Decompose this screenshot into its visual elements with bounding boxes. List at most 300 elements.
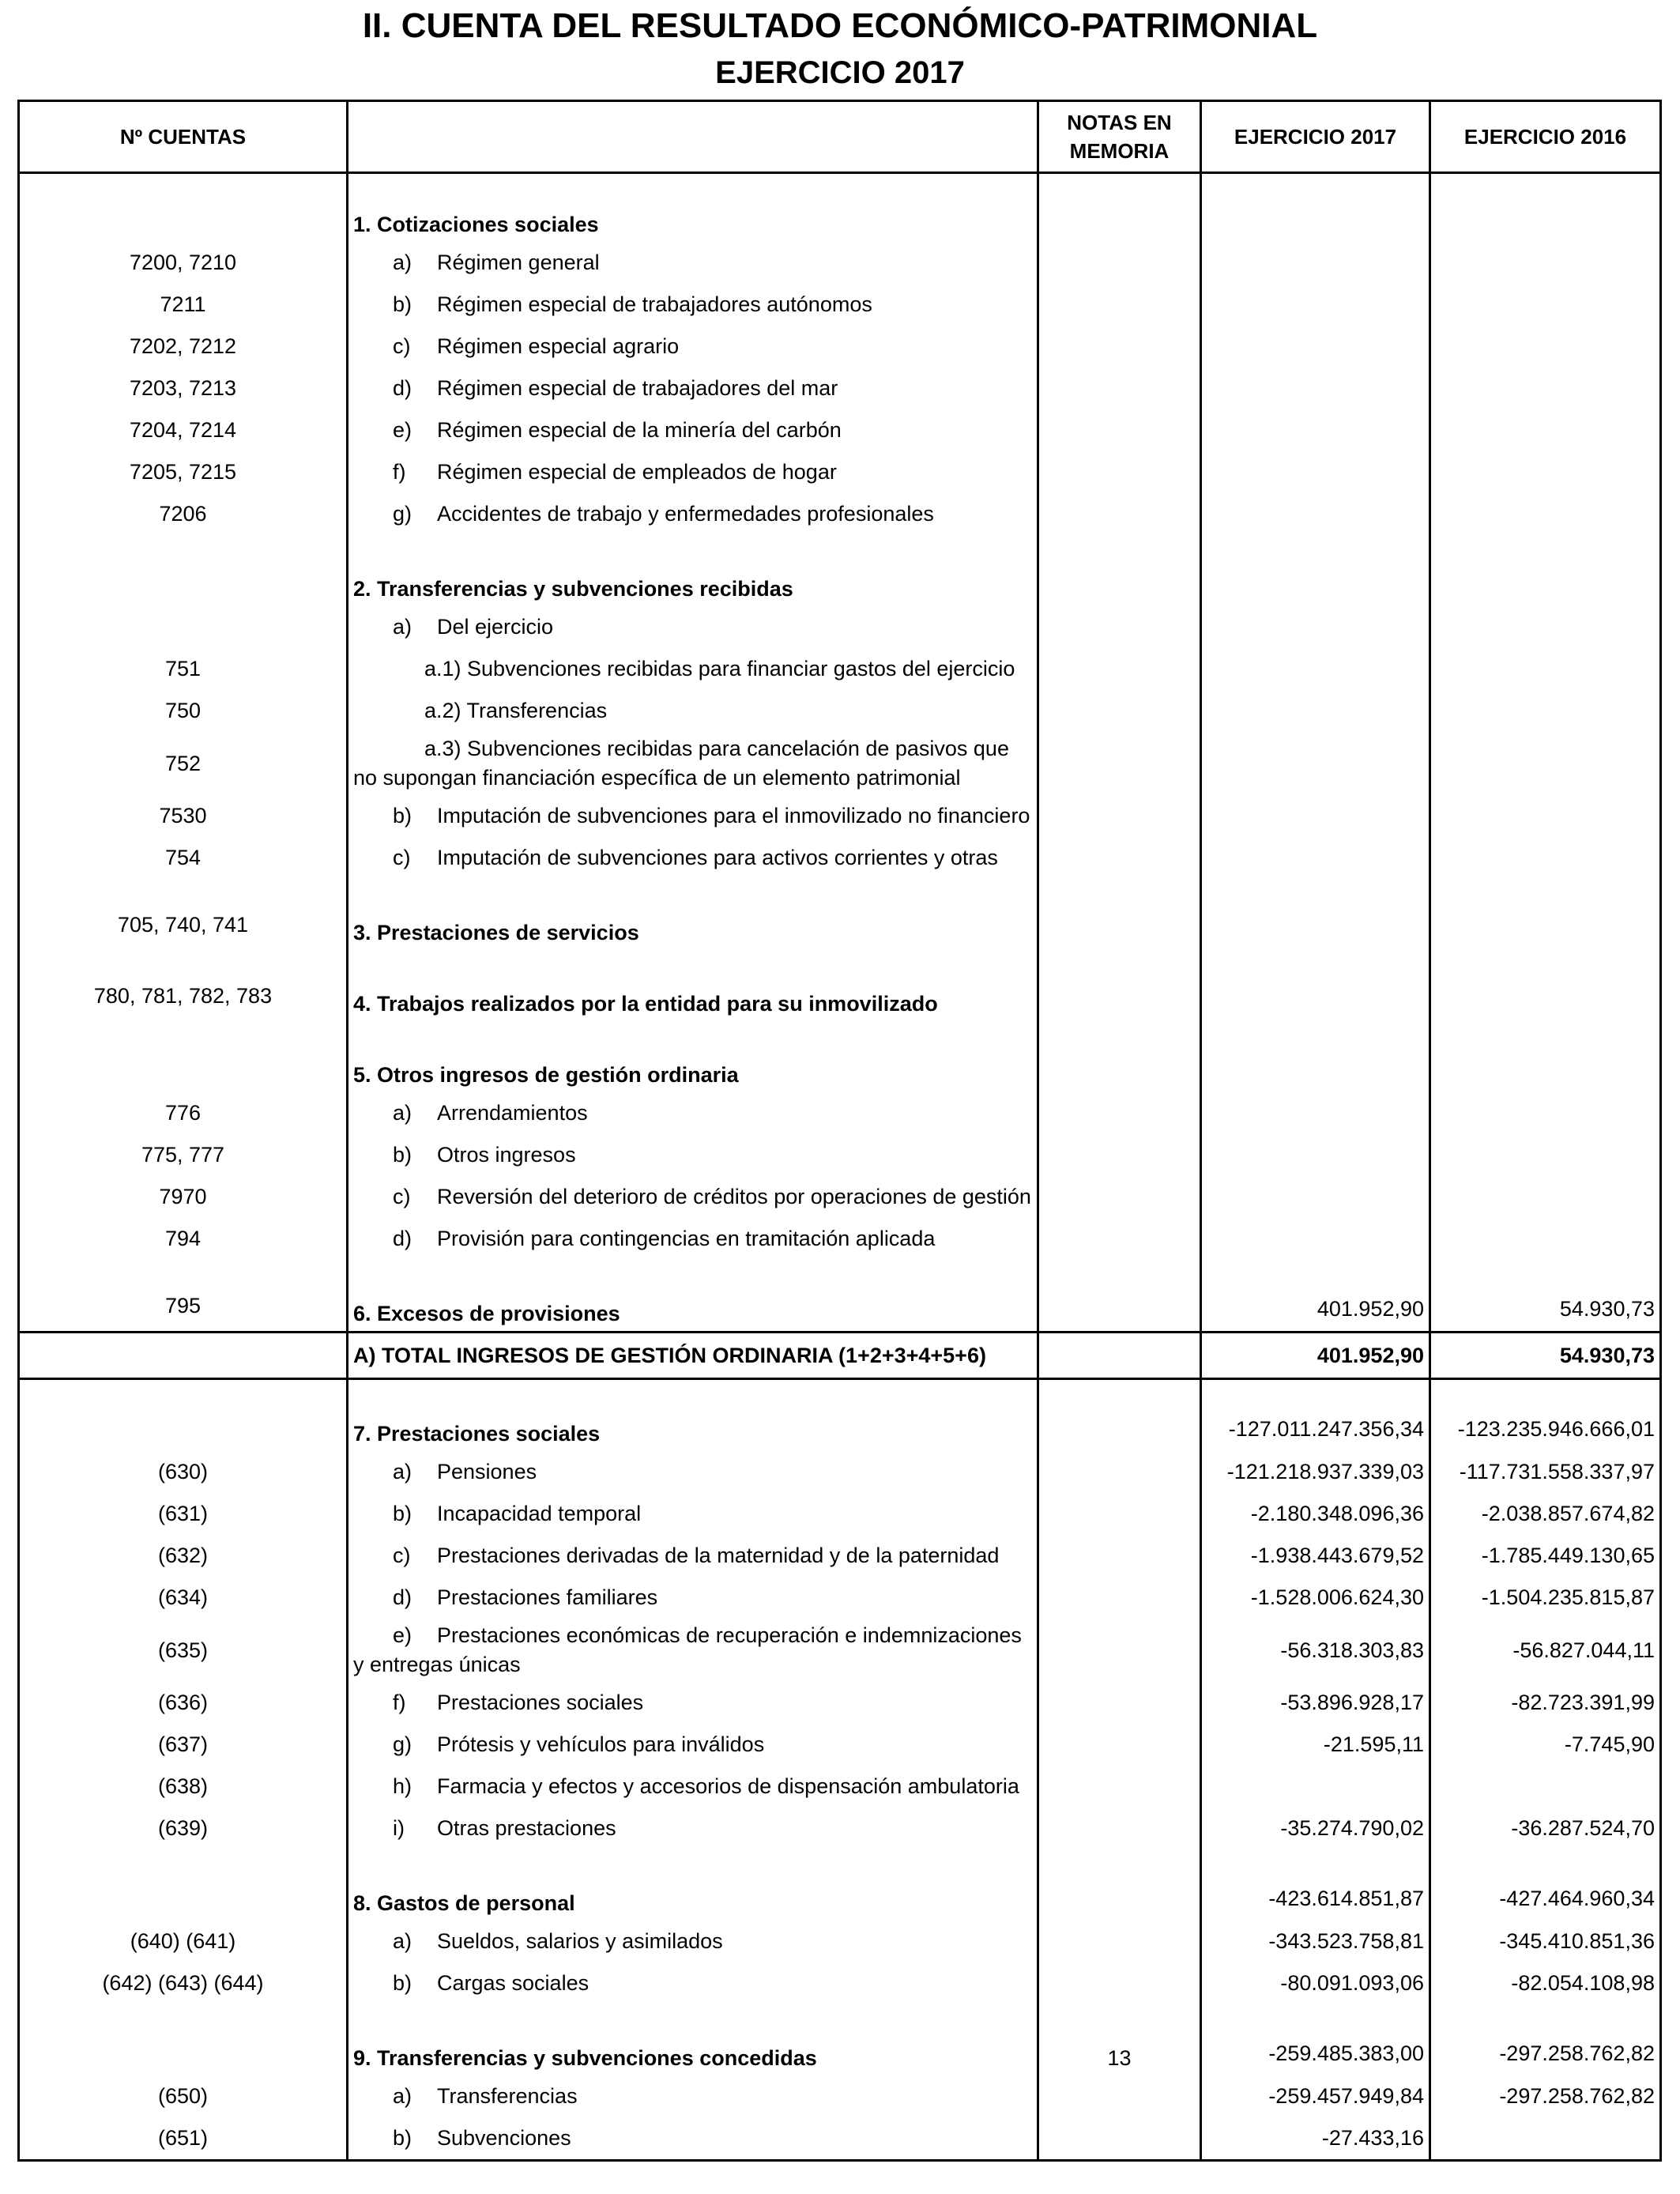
row-description — [348, 1379, 1038, 1452]
row-label: Régimen especial agrario — [437, 334, 680, 358]
amount-2016 — [1430, 326, 1661, 368]
amount-2017: 401.952,90 — [1201, 1260, 1430, 1333]
item-letter: b) — [393, 2126, 412, 2150]
account-codes: (642) (643) (644) — [19, 1962, 348, 2004]
account-codes: 794 — [19, 1218, 348, 1260]
amount-2017 — [1201, 493, 1430, 535]
amount-2017 — [1201, 1134, 1430, 1176]
amount-2016: -2.038.857.674,82 — [1430, 1493, 1661, 1535]
row-label: Provisión para contingencias en tramitación aplicada — [437, 1227, 936, 1250]
amount-2017 — [1201, 950, 1430, 1021]
table-header — [19, 101, 1661, 173]
memo-note — [1038, 837, 1201, 879]
amount-2017 — [1201, 690, 1430, 732]
amount-2016 — [1430, 368, 1661, 409]
account-codes: 7204, 7214 — [19, 409, 348, 451]
account-codes: (650) — [19, 2075, 348, 2117]
memo-note — [1038, 1451, 1201, 1493]
row-label: Imputación de subvenciones para el inmovilizado no financiero — [437, 804, 1030, 827]
amount-2016 — [1430, 950, 1661, 1021]
header-description — [348, 101, 1038, 173]
amount-2017 — [1201, 284, 1430, 326]
account-codes: 7202, 7212 — [19, 326, 348, 368]
item-letter: g) — [393, 1732, 412, 1756]
memo-note — [1038, 1619, 1201, 1682]
table-row — [19, 493, 1661, 535]
row-description — [348, 1021, 1038, 1092]
item-letter: g) — [393, 502, 412, 526]
table-row — [19, 2004, 1661, 2075]
row-label: 2. Transferencias y subvenciones recibidas — [353, 577, 793, 601]
row-label: Transferencias — [437, 2084, 578, 2108]
memo-note — [1038, 1092, 1201, 1134]
amount-2016 — [1430, 1218, 1661, 1260]
row-description — [348, 451, 1038, 493]
row-description — [348, 284, 1038, 326]
item-letter: b) — [393, 804, 412, 827]
row-description — [348, 493, 1038, 535]
row-label: Incapacidad temporal — [437, 1502, 642, 1525]
account-codes: 7970 — [19, 1176, 348, 1218]
amount-2016 — [1430, 409, 1661, 451]
memo-note — [1038, 795, 1201, 837]
amount-2017: 401.952,90 — [1201, 1333, 1430, 1379]
table-row — [19, 1451, 1661, 1493]
account-codes: (636) — [19, 1682, 348, 1724]
item-letter: a) — [393, 251, 412, 274]
row-label: 8. Gastos de personal — [353, 1891, 575, 1915]
table-row — [19, 1021, 1661, 1092]
table-row — [19, 368, 1661, 409]
item-letter: b) — [393, 1143, 412, 1167]
amount-2017: -259.485.383,00 — [1201, 2004, 1430, 2075]
row-label: a.3) Subvenciones recibidas para cancelación de pasivos que — [424, 737, 1009, 760]
amount-2016 — [1430, 1021, 1661, 1092]
account-codes: (639) — [19, 1808, 348, 1849]
row-description — [348, 732, 1038, 795]
account-codes: (631) — [19, 1493, 348, 1535]
table-row — [19, 879, 1661, 950]
memo-note — [1038, 535, 1201, 606]
memo-note — [1038, 879, 1201, 950]
row-description — [348, 1134, 1038, 1176]
amount-2016: -297.258.762,82 — [1430, 2004, 1661, 2075]
amount-2017: -1.528.006.624,30 — [1201, 1577, 1430, 1619]
account-codes: 7203, 7213 — [19, 368, 348, 409]
item-letter: a) — [393, 1460, 412, 1483]
memo-note — [1038, 1808, 1201, 1849]
amount-2016 — [1430, 837, 1661, 879]
memo-note — [1038, 1766, 1201, 1808]
account-codes: 7530 — [19, 795, 348, 837]
table-row — [19, 1333, 1661, 1379]
item-letter: a) — [393, 1101, 412, 1125]
amount-2017 — [1201, 368, 1430, 409]
amount-2017: -1.938.443.679,52 — [1201, 1535, 1430, 1577]
memo-note — [1038, 493, 1201, 535]
row-description — [348, 1724, 1038, 1766]
account-codes — [19, 1379, 348, 1452]
row-label: Prestaciones económicas de recuperación e indemnizaciones — [437, 1623, 1022, 1647]
row-label: Cargas sociales — [437, 1971, 590, 1995]
account-codes — [19, 1849, 348, 1921]
account-codes: 754 — [19, 837, 348, 879]
amount-2016 — [1430, 493, 1661, 535]
table-row — [19, 1619, 1661, 1682]
row-label: Imputación de subvenciones para activos corrientes y otras — [437, 846, 998, 869]
row-label: 3. Prestaciones de servicios — [353, 921, 639, 944]
row-label: 1. Cotizaciones sociales — [353, 213, 599, 236]
row-label: Otros ingresos — [437, 1143, 576, 1167]
memo-note — [1038, 284, 1201, 326]
amount-2016: -82.054.108,98 — [1430, 1962, 1661, 2004]
row-description — [348, 1260, 1038, 1333]
row-description — [348, 173, 1038, 243]
account-codes: 751 — [19, 648, 348, 690]
table-row — [19, 1493, 1661, 1535]
row-description — [348, 242, 1038, 284]
amount-2016: -1.504.235.815,87 — [1430, 1577, 1661, 1619]
row-description — [348, 837, 1038, 879]
table-row — [19, 1808, 1661, 1849]
table-row — [19, 837, 1661, 879]
row-label: A) TOTAL INGRESOS DE GESTIÓN ORDINARIA (1+2+3+4+5+6) — [353, 1343, 986, 1367]
row-label: Prestaciones familiares — [437, 1585, 658, 1609]
account-codes: (632) — [19, 1535, 348, 1577]
row-description — [348, 795, 1038, 837]
item-letter: f) — [393, 460, 406, 484]
memo-note — [1038, 690, 1201, 732]
amount-2017 — [1201, 1766, 1430, 1808]
account-codes: 705, 740, 741 — [19, 879, 348, 950]
account-codes: 7211 — [19, 284, 348, 326]
row-label: Prestaciones derivadas de la maternidad y de la paternidad — [437, 1544, 1000, 1567]
table-row — [19, 1134, 1661, 1176]
row-label: Régimen especial de trabajadores del mar — [437, 376, 838, 400]
memo-note — [1038, 2117, 1201, 2161]
row-description — [348, 648, 1038, 690]
amount-2017 — [1201, 326, 1430, 368]
row-label: Régimen especial de la minería del carbón — [437, 418, 842, 442]
account-codes: 7205, 7215 — [19, 451, 348, 493]
row-label: Reversión del deterioro de créditos por operaciones de gestión — [437, 1185, 1031, 1208]
amount-2016 — [1430, 1134, 1661, 1176]
row-label-continuation: y entregas únicas — [353, 1653, 521, 1676]
amount-2016: -36.287.524,70 — [1430, 1808, 1661, 1849]
header-year-2016: EJERCICIO 2016 — [1430, 101, 1661, 173]
memo-note: 13 — [1038, 2004, 1201, 2075]
row-label: Régimen general — [437, 251, 600, 274]
account-codes: 776 — [19, 1092, 348, 1134]
memo-note — [1038, 1218, 1201, 1260]
amount-2016 — [1430, 648, 1661, 690]
table-row — [19, 606, 1661, 648]
amount-2016 — [1430, 1766, 1661, 1808]
row-description — [348, 879, 1038, 950]
amount-2016 — [1430, 173, 1661, 243]
account-codes: (635) — [19, 1619, 348, 1682]
amount-2016: -427.464.960,34 — [1430, 1849, 1661, 1921]
header-year-2017: EJERCICIO 2017 — [1201, 101, 1430, 173]
table-row — [19, 1921, 1661, 1962]
memo-note — [1038, 648, 1201, 690]
memo-note — [1038, 368, 1201, 409]
table-row — [19, 1218, 1661, 1260]
table-row — [19, 284, 1661, 326]
amount-2017 — [1201, 648, 1430, 690]
row-label: Accidentes de trabajo y enfermedades profesionales — [437, 502, 934, 526]
memo-note — [1038, 1682, 1201, 1724]
memo-note — [1038, 1260, 1201, 1333]
row-label: Otras prestaciones — [437, 1816, 616, 1840]
table-row — [19, 950, 1661, 1021]
row-label: 7. Prestaciones sociales — [353, 1422, 601, 1446]
memo-note — [1038, 1333, 1201, 1379]
amount-2017: -127.011.247.356,34 — [1201, 1379, 1430, 1452]
account-codes: (634) — [19, 1577, 348, 1619]
memo-note — [1038, 1724, 1201, 1766]
memo-note — [1038, 2075, 1201, 2117]
amount-2017 — [1201, 535, 1430, 606]
row-label: 9. Transferencias y subvenciones concedidas — [353, 2046, 817, 2070]
account-codes — [19, 2004, 348, 2075]
row-label: Del ejercicio — [437, 615, 554, 639]
account-codes — [19, 173, 348, 243]
amount-2016 — [1430, 606, 1661, 648]
row-label: 6. Excesos de provisiones — [353, 1302, 620, 1325]
amount-2017 — [1201, 1218, 1430, 1260]
row-description — [348, 606, 1038, 648]
memo-note — [1038, 1535, 1201, 1577]
row-label: Prestaciones sociales — [437, 1691, 644, 1714]
item-letter: c) — [393, 846, 411, 869]
row-description — [348, 1921, 1038, 1962]
item-letter: c) — [393, 1544, 411, 1567]
amount-2016: -82.723.391,99 — [1430, 1682, 1661, 1724]
row-label: Sueldos, salarios y asimilados — [437, 1929, 723, 1953]
amount-2016 — [1430, 1176, 1661, 1218]
row-description — [348, 1176, 1038, 1218]
memo-note — [1038, 1134, 1201, 1176]
memo-note — [1038, 1577, 1201, 1619]
row-description — [348, 1619, 1038, 1682]
amount-2016 — [1430, 451, 1661, 493]
amount-2016: -1.785.449.130,65 — [1430, 1535, 1661, 1577]
memo-note — [1038, 1962, 1201, 2004]
item-letter: e) — [393, 418, 412, 442]
table-row — [19, 1766, 1661, 1808]
table-row — [19, 1724, 1661, 1766]
item-letter: d) — [393, 376, 412, 400]
row-description — [348, 2075, 1038, 2117]
amount-2017: -343.523.758,81 — [1201, 1921, 1430, 1962]
row-description — [348, 690, 1038, 732]
table-row — [19, 1962, 1661, 2004]
amount-2017 — [1201, 1092, 1430, 1134]
row-description — [348, 950, 1038, 1021]
table-row — [19, 1379, 1661, 1452]
amount-2017: -80.091.093,06 — [1201, 1962, 1430, 2004]
row-label: Subvenciones — [437, 2126, 571, 2150]
table-row — [19, 1176, 1661, 1218]
table-row — [19, 451, 1661, 493]
table-row — [19, 535, 1661, 606]
table-row — [19, 2075, 1661, 2117]
item-letter: b) — [393, 1502, 412, 1525]
account-codes: (637) — [19, 1724, 348, 1766]
amount-2017: -56.318.303,83 — [1201, 1619, 1430, 1682]
row-description — [348, 326, 1038, 368]
item-letter: a) — [393, 1929, 412, 1953]
account-codes: (638) — [19, 1766, 348, 1808]
item-letter: d) — [393, 1585, 412, 1609]
amount-2016: 54.930,73 — [1430, 1260, 1661, 1333]
amount-2016: -123.235.946.666,01 — [1430, 1379, 1661, 1452]
account-codes: (630) — [19, 1451, 348, 1493]
memo-note — [1038, 173, 1201, 243]
row-label: Pensiones — [437, 1460, 537, 1483]
account-codes: 750 — [19, 690, 348, 732]
account-codes — [19, 1021, 348, 1092]
item-letter: i) — [393, 1816, 405, 1840]
row-description — [348, 1682, 1038, 1724]
table-row — [19, 795, 1661, 837]
row-description — [348, 368, 1038, 409]
amount-2016: -345.410.851,36 — [1430, 1921, 1661, 1962]
amount-2016 — [1430, 284, 1661, 326]
table-row — [19, 1682, 1661, 1724]
row-description — [348, 1577, 1038, 1619]
row-label: Arrendamientos — [437, 1101, 588, 1125]
amount-2017 — [1201, 409, 1430, 451]
memo-note — [1038, 606, 1201, 648]
table-row — [19, 242, 1661, 284]
account-codes: 7200, 7210 — [19, 242, 348, 284]
memo-note — [1038, 1021, 1201, 1092]
document-subtitle: EJERCICIO 2017 — [715, 55, 965, 90]
header-notes: NOTAS EN MEMORIA — [1038, 101, 1201, 173]
amount-2017 — [1201, 837, 1430, 879]
table-row — [19, 1535, 1661, 1577]
row-description — [348, 1218, 1038, 1260]
amount-2017 — [1201, 451, 1430, 493]
row-label: 4. Trabajos realizados por la entidad para su inmovilizado — [353, 992, 938, 1016]
table-row — [19, 690, 1661, 732]
account-codes: 7206 — [19, 493, 348, 535]
memo-note — [1038, 732, 1201, 795]
amount-2017: -259.457.949,84 — [1201, 2075, 1430, 2117]
row-description — [348, 2117, 1038, 2161]
item-letter: b) — [393, 292, 412, 316]
amount-2017: -27.433,16 — [1201, 2117, 1430, 2161]
account-codes: 775, 777 — [19, 1134, 348, 1176]
amount-2017: -423.614.851,87 — [1201, 1849, 1430, 1921]
account-codes — [19, 606, 348, 648]
table-row — [19, 732, 1661, 795]
amount-2016: -56.827.044,11 — [1430, 1619, 1661, 1682]
amount-2016: 54.930,73 — [1430, 1333, 1661, 1379]
item-letter: a) — [393, 2084, 412, 2108]
account-codes — [19, 535, 348, 606]
row-label: Farmacia y efectos y accesorios de dispensación ambulatoria — [437, 1774, 1019, 1798]
row-description — [348, 1535, 1038, 1577]
results-table — [17, 100, 1662, 2162]
table-row — [19, 648, 1661, 690]
amount-2016 — [1430, 242, 1661, 284]
memo-note — [1038, 326, 1201, 368]
item-letter: h) — [393, 1774, 412, 1798]
amount-2017: -53.896.928,17 — [1201, 1682, 1430, 1724]
amount-2016 — [1430, 535, 1661, 606]
amount-2016: -7.745,90 — [1430, 1724, 1661, 1766]
row-label: a.1) Subvenciones recibidas para financiar gastos del ejercicio — [424, 657, 1015, 680]
amount-2016 — [1430, 2117, 1661, 2161]
account-codes: 780, 781, 782, 783 — [19, 950, 348, 1021]
row-description — [348, 2004, 1038, 2075]
table-row — [19, 2117, 1661, 2161]
memo-note — [1038, 950, 1201, 1021]
row-description — [348, 1493, 1038, 1535]
amount-2017 — [1201, 173, 1430, 243]
table-row — [19, 1849, 1661, 1921]
row-description — [348, 1092, 1038, 1134]
row-label: Prótesis y vehículos para inválidos — [437, 1732, 765, 1756]
memo-note — [1038, 1493, 1201, 1535]
item-letter: a) — [393, 615, 412, 639]
amount-2016: -297.258.762,82 — [1430, 2075, 1661, 2117]
item-letter: c) — [393, 1185, 411, 1208]
row-description — [348, 1849, 1038, 1921]
row-label: a.2) Transferencias — [424, 699, 608, 722]
row-description — [348, 535, 1038, 606]
amount-2017: -35.274.790,02 — [1201, 1808, 1430, 1849]
memo-note — [1038, 451, 1201, 493]
account-codes: (640) (641) — [19, 1921, 348, 1962]
amount-2016 — [1430, 879, 1661, 950]
table-row — [19, 326, 1661, 368]
row-description — [348, 409, 1038, 451]
amount-2017 — [1201, 732, 1430, 795]
row-label: Régimen especial de trabajadores autónomos — [437, 292, 872, 316]
row-description — [348, 1451, 1038, 1493]
memo-note — [1038, 242, 1201, 284]
memo-note — [1038, 1849, 1201, 1921]
row-label: 5. Otros ingresos de gestión ordinaria — [353, 1063, 739, 1087]
row-description — [348, 1808, 1038, 1849]
amount-2016: -117.731.558.337,97 — [1430, 1451, 1661, 1493]
amount-2016 — [1430, 1092, 1661, 1134]
amount-2017: -2.180.348.096,36 — [1201, 1493, 1430, 1535]
amount-2017 — [1201, 242, 1430, 284]
memo-note — [1038, 1379, 1201, 1452]
amount-2017 — [1201, 606, 1430, 648]
account-codes: 795 — [19, 1260, 348, 1333]
amount-2016 — [1430, 690, 1661, 732]
row-label-continuation: no supongan financiación específica de un elemento patrimonial — [353, 766, 961, 790]
amount-2016 — [1430, 732, 1661, 795]
table-row — [19, 173, 1661, 243]
table-row — [19, 409, 1661, 451]
item-letter: c) — [393, 334, 411, 358]
header-accounts: Nº CUENTAS — [19, 101, 348, 173]
amount-2017 — [1201, 795, 1430, 837]
row-description — [348, 1766, 1038, 1808]
row-description — [348, 1962, 1038, 2004]
item-letter: f) — [393, 1691, 406, 1714]
amount-2017 — [1201, 879, 1430, 950]
memo-note — [1038, 409, 1201, 451]
row-label: Régimen especial de empleados de hogar — [437, 460, 837, 484]
